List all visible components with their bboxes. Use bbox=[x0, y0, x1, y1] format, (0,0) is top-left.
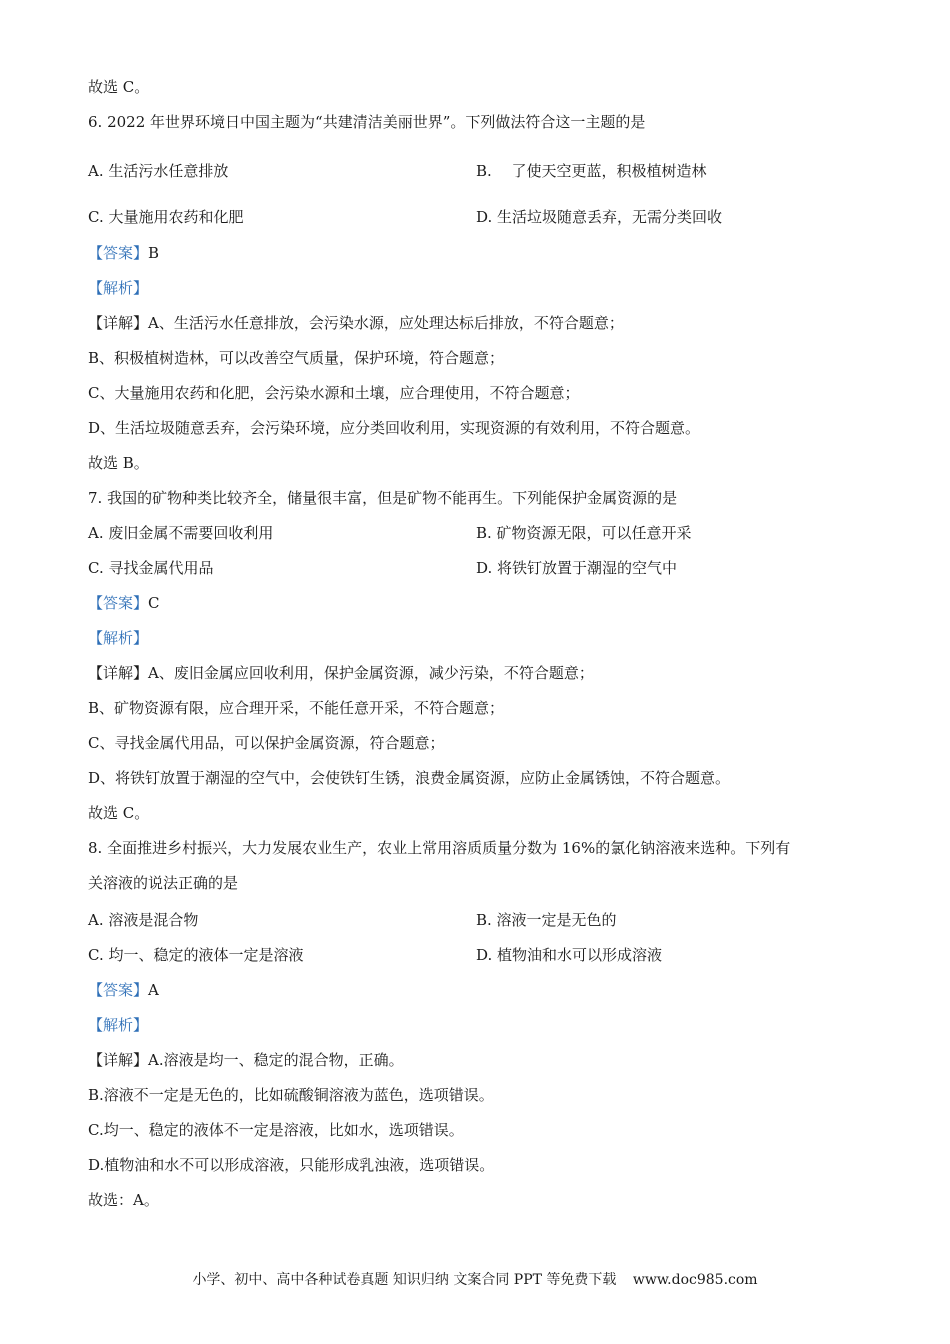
page-footer bbox=[0, 1270, 950, 1290]
text-line: 6. 2022 年世界环境日中国主题为“共建清洁美丽世界”。下列做法符合这一主题的是 bbox=[88, 113, 646, 131]
option-b-text: B. 溶液一定是无色的 bbox=[476, 911, 617, 929]
option-b-text: D. 生活垃圾随意丢弃，无需分类回收 bbox=[476, 208, 723, 226]
option-b-text: D. 植物油和水可以形成溶液 bbox=[476, 946, 663, 964]
text-line: B.溶液不一定是无色的，比如硫酸铜溶液为蓝色，选项错误。 bbox=[88, 1086, 494, 1104]
answer-line bbox=[88, 628, 148, 648]
section-tag: 【答案】 bbox=[88, 244, 149, 262]
text-line: 7. 我国的矿物种类比较齐全，储量很丰富，但是矿物不能再生。下列能保护金属资源的是 bbox=[88, 489, 678, 507]
option-a-text: C. 均一、稳定的液体一定是溶液 bbox=[88, 946, 304, 964]
text-line: 故选 C。 bbox=[88, 78, 150, 96]
option-b-text: B. 矿物资源无限，可以任意开采 bbox=[476, 524, 692, 542]
text-line: B、积极植树造林，可以改善空气质量，保护环境，符合题意； bbox=[88, 349, 505, 367]
option-a-text: C. 大量施用农药和化肥 bbox=[88, 208, 244, 226]
section-tag: 【答案】 bbox=[88, 981, 149, 999]
text-line: 故选 C。 bbox=[88, 804, 150, 822]
text-line: 故选 B。 bbox=[88, 454, 149, 472]
option-b-text: D. 将铁钉放置于潮湿的空气中 bbox=[476, 559, 678, 577]
section-tag: 【解析】 bbox=[88, 629, 149, 647]
answer-line bbox=[88, 243, 159, 263]
text-line: 故选：A。 bbox=[88, 1191, 159, 1209]
section-tag: 【答案】 bbox=[88, 594, 149, 612]
text-line: B、矿物资源有限，应合理开采，不能任意开采，不符合题意； bbox=[88, 699, 505, 717]
option-a-text: C. 寻找金属代用品 bbox=[88, 559, 214, 577]
option-a-text: A. 废旧金属不需要回收利用 bbox=[88, 524, 274, 542]
text-line: 【详解】A、生活污水任意排放，会污染水源，应处理达标后排放，不符合题意； bbox=[88, 314, 624, 332]
answer-value: C bbox=[148, 594, 160, 612]
section-tag: 【解析】 bbox=[88, 279, 149, 297]
text-line: C、大量施用农药和化肥，会污染水源和土壤，应合理使用，不符合题意； bbox=[88, 384, 580, 402]
option-b-text: B. 了使天空更蓝，积极植树造林 bbox=[476, 162, 707, 180]
answer-value: B bbox=[148, 244, 160, 262]
text-line: C、寻找金属代用品，可以保护金属资源，符合题意； bbox=[88, 734, 445, 752]
answer-line bbox=[88, 593, 160, 613]
text-line: 8. 全面推进乡村振兴，大力发展农业生产，农业上常用溶质质量分数为 16%的氯化钠溶液来选种。下列有 bbox=[88, 839, 791, 857]
text-line: D.植物油和水不可以形成溶液，只能形成乳浊液，选项错误。 bbox=[88, 1156, 495, 1174]
text-line: 关溶液的说法正确的是 bbox=[88, 874, 239, 892]
section-tag: 【解析】 bbox=[88, 1016, 149, 1034]
text-line: C.均一、稳定的液体不一定是溶液，比如水，选项错误。 bbox=[88, 1121, 464, 1139]
text-line: 【详解】A、废旧金属应回收利用，保护金属资源，减少污染，不符合题意； bbox=[88, 664, 594, 682]
footer-text: 小学、初中、高中各种试卷真题 知识归纳 文案合同 PPT 等免费下载 bbox=[192, 1272, 617, 1288]
answer-value: A bbox=[148, 981, 159, 999]
text-line: D、生活垃圾随意丢弃，会污染环境，应分类回收利用，实现资源的有效利用，不符合题意。 bbox=[88, 419, 701, 437]
text-line: D、将铁钉放置于潮湿的空气中，会使铁钉生锈，浪费金属资源，应防止金属锈蚀，不符合题意。 bbox=[88, 769, 731, 787]
answer-line bbox=[88, 980, 159, 1000]
answer-line bbox=[88, 278, 148, 298]
text-line: 【详解】A.溶液是均一、稳定的混合物，正确。 bbox=[88, 1051, 404, 1069]
answer-line bbox=[88, 1015, 148, 1035]
option-a-text: A. 溶液是混合物 bbox=[88, 911, 199, 929]
option-a-text: A. 生活污水任意排放 bbox=[88, 162, 229, 180]
footer-url: www.doc985.com bbox=[632, 1272, 758, 1288]
